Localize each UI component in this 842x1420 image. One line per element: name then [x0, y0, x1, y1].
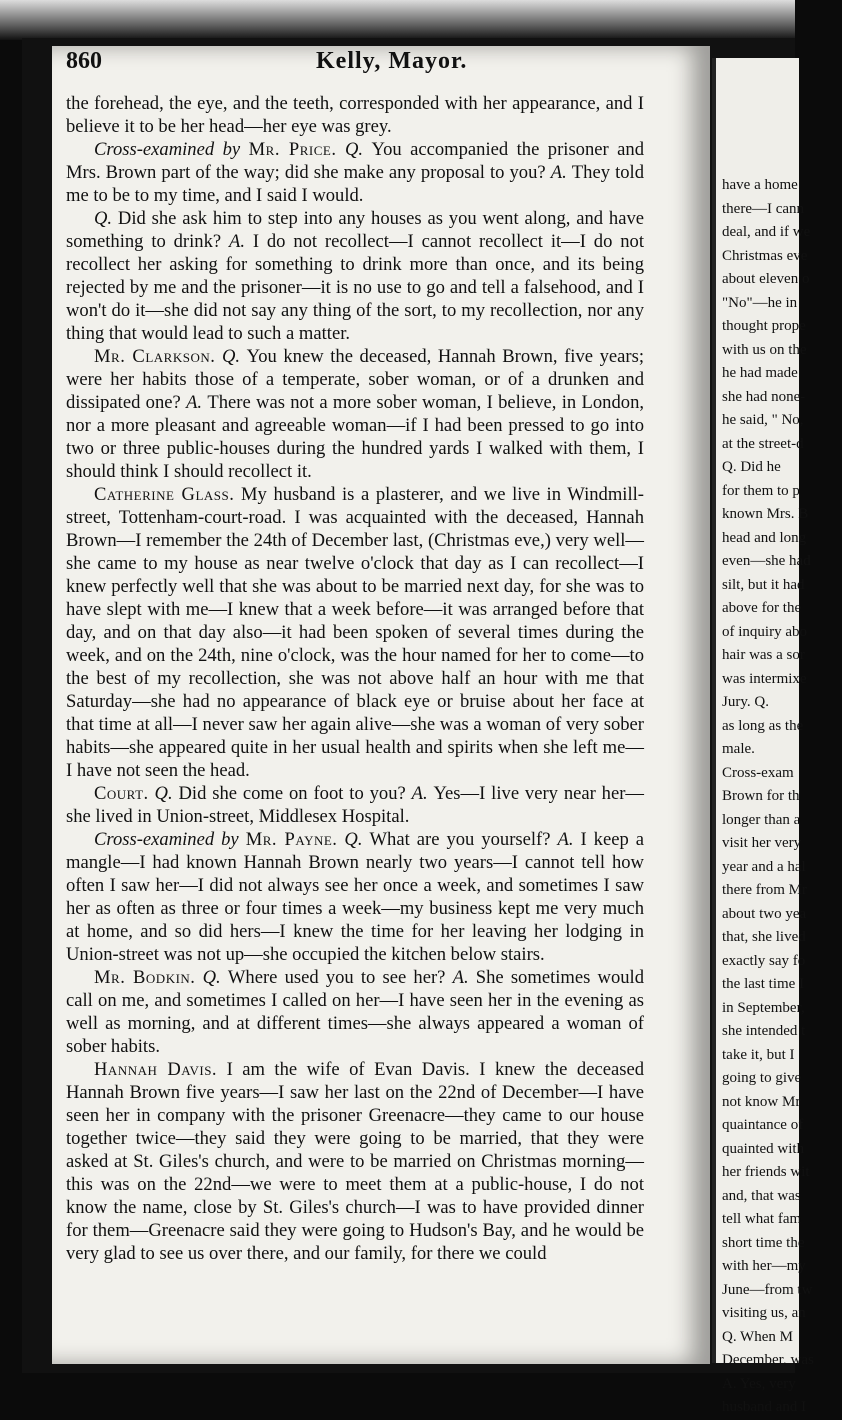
text-run: A.	[557, 829, 581, 850]
text-run: I am the wife of Evan Davis. I knew the deceased Hannah Brown five years—I saw her last on the 22nd of December—I have seen her in company with the prisoner Greenacre—they came to our house together twice—they said they were going to be married, that they were asked at St. Giles's church, and were to be married on Christmas morning—this was on the 22nd—we were to meet them at a public-house, I do not know the name, close by St. Giles's church—I was to have provided dinner for them—Greenacre said they were going to Hudson's Bay, and he would be very glad to see us over there, and our family, for there we could	[66, 1059, 644, 1264]
right-page-line: about two yea	[722, 905, 807, 922]
text-run: Q.	[94, 208, 118, 229]
right-page-line: there from Mr	[722, 882, 807, 898]
right-page-line: her friends wit	[722, 1164, 810, 1180]
text-run: Mr. Clarkson.	[94, 346, 216, 367]
right-page-line: silt, but it had	[722, 576, 805, 593]
right-page-line: Q. When M	[722, 1328, 793, 1345]
text-run: What are you yourself?	[369, 829, 558, 850]
paragraph	[66, 828, 644, 966]
right-page-line: exactly say fo	[722, 952, 806, 969]
text-run: My husband is a plasterer, and we live in Windmill-street, Tottenham-court-road. I was acquainted with the deceased, Hannah Brown—I remember the 24th of December last, (Christmas eve,) very well—she came to my house as near twelve o'clock that day as I can recollect—I knew perfectly well that she was about to be married next day, for she was to have slept with me—I knew that a week before—it was arranged before that day, and on that day also—it had been spoken of several times during the week, and on the 24th, nine o'clock, was the hour named for her to come—to the best of my recollection, she was not above half an hour with me that Saturday—she had no appearance of black eye or bruise about her face at that time at all—I never saw her again alive—she was a woman of very sober habits—she appeared quite in her usual health and spirits when she left me—I have not seen the head.	[66, 484, 645, 781]
right-page-line: and, that was	[722, 1187, 801, 1204]
text-run: I do not recollect—I cannot recollect it—I do not recollect her asking for something to drink more than once, and its being rejected by me and the prisoner—it is no use to go and tell a falsehood, and I won't do it—she did not say any thing of the sort, to my recollection, nor any thing that would lead to such a matter.	[66, 231, 644, 344]
right-page-line: above for the	[722, 600, 802, 616]
right-page-line: in September,	[722, 999, 805, 1016]
text-run: You knew the deceased, Hannah Brown, five years; were her habits those of a temperate, sober woman, or of a drunken and dissipated one?	[66, 346, 645, 413]
text-run: Did she ask him to step into any houses as you went along, and have something to drink?	[66, 208, 644, 252]
text-run: Q.	[336, 139, 372, 160]
text-run: A.	[452, 967, 476, 988]
right-page-line: as long as the	[722, 717, 804, 734]
right-page-line: at the street-d	[722, 435, 804, 452]
page-number: 860	[66, 48, 102, 74]
text-run: Q.	[215, 346, 247, 367]
paragraph	[66, 138, 644, 207]
right-page-line: was intermixe	[722, 670, 807, 687]
text-run: A.	[186, 392, 208, 413]
paragraph	[66, 92, 644, 138]
right-page-line: husband and I	[722, 1399, 807, 1415]
text-run: Q.	[148, 783, 179, 804]
right-page-line: "No"—he in	[722, 294, 798, 311]
right-page-line: there—I cann	[722, 200, 805, 217]
text-run: She sometimes would call on me, and sometimes I called on her—I have seen her in the evening as well as morning, and at different times—she always appeared a woman of sober habits.	[66, 967, 645, 1057]
right-page-line: Jury. Q.	[722, 694, 769, 710]
right-page-line: short time the	[722, 1234, 805, 1251]
text-run: Mr. Payne.	[245, 829, 338, 850]
text-run: Yes—I live very near her—she lived in Union-street, Middlesex Hospital.	[66, 783, 645, 827]
right-page-line: have a home	[722, 177, 798, 193]
text-run: Q.	[337, 829, 370, 850]
right-page-line: the last time I	[722, 976, 805, 992]
page-header	[66, 48, 626, 88]
text-run: There was not a more sober woman, I believe, in London, nor a more pleasant and agreeable woman—if I had been pressed to go into two or three public-houses during the hundred yards I walked with them, I should think I should recollect it.	[66, 392, 645, 482]
right-page-line: December, was	[722, 1352, 814, 1368]
text-run: Court.	[94, 783, 149, 804]
paragraph	[66, 782, 644, 828]
right-page-line: for them to p	[722, 482, 800, 499]
text-run: Did she come on foot to you?	[178, 783, 412, 804]
right-page-line: about eleven o	[722, 271, 810, 287]
paragraph	[66, 966, 644, 1058]
right-page-text	[722, 174, 842, 1420]
paragraph	[66, 1058, 644, 1265]
right-page-line: quaintance of	[722, 1117, 804, 1133]
running-title: Kelly, Mayor.	[316, 48, 468, 74]
right-page-line: deal, and if we	[722, 224, 811, 240]
right-page-line: Brown for th	[722, 788, 800, 804]
right-page-line: of inquiry abo	[722, 623, 807, 640]
right-page-line: Christmas eve	[722, 247, 808, 264]
text-run: Q.	[195, 967, 228, 988]
right-page-line: Cross-exam	[722, 764, 794, 781]
right-page-line: he said, " No,	[722, 412, 804, 428]
right-page-line: even—she had	[722, 553, 811, 569]
right-page-line: she intended t	[722, 1023, 806, 1039]
text-run: You accompanied the prisoner and Mrs. Brown part of the way; did she make any proposal to you?	[66, 139, 645, 183]
body-text	[66, 92, 644, 1265]
text-run: A.	[411, 783, 434, 804]
right-page-line: with us on the	[722, 341, 807, 358]
scan-top-edge	[0, 0, 795, 40]
paragraph	[66, 207, 644, 345]
text-run: They told me to be to my time, and I said I would.	[66, 162, 644, 206]
right-page-line: quainted with	[722, 1140, 805, 1157]
text-run: I keep a mangle—I had known Hannah Brown nearly two years—I cannot tell how often I saw her—I did not always see her once a week, and sometimes I saw her as often as three or four times a week—my business kept me very much at home, and so did hers—I knew the time for her leaving her lodging in Union-street was not up—she occupied the kitchen below stairs.	[66, 829, 645, 965]
right-page-line: he had made	[722, 365, 798, 381]
text-run: Hannah Davis.	[94, 1059, 218, 1080]
text-run: Cross-examined by	[94, 829, 246, 850]
right-page-line: take it, but I	[722, 1046, 795, 1063]
right-page-line: that, she lived	[722, 929, 806, 945]
right-page-line: visit her very	[722, 835, 802, 851]
text-run: Catherine Glass.	[94, 484, 235, 505]
right-page-line: visiting us, an	[722, 1305, 806, 1321]
right-page-line: head and long	[722, 529, 807, 546]
right-page-line: hair was a sor	[722, 647, 805, 663]
text-run: the forehead, the eye, and the teeth, corresponded with her appearance, and I believe it to be her head—her eye was grey.	[66, 93, 644, 137]
right-page-line: going to give	[722, 1070, 802, 1086]
text-run: Mr. Price.	[248, 139, 337, 160]
right-page-line: thought prope	[722, 318, 806, 334]
right-page	[712, 58, 814, 1415]
right-page-line: not know Mr	[722, 1093, 801, 1110]
paragraph	[66, 483, 644, 782]
right-page-line: known Mrs. B	[722, 506, 809, 522]
right-page-line: year and a hal	[722, 858, 806, 875]
right-page-line: longer than a	[722, 811, 801, 828]
text-run: Cross-examined by	[94, 139, 249, 160]
text-run: Where used you to see her?	[227, 967, 453, 988]
paragraph	[66, 345, 644, 483]
text-run: A.	[228, 231, 253, 252]
right-page-line: male.	[722, 741, 755, 757]
text-run: A.	[550, 162, 572, 183]
right-page-line: A. Yes, very	[722, 1375, 796, 1392]
right-page-line: she had none-	[722, 388, 806, 405]
right-page-line: June—from tw	[722, 1281, 813, 1298]
right-page-line: tell what fam	[722, 1211, 802, 1227]
text-run: Mr. Bodkin.	[94, 967, 196, 988]
right-page-line: with her—my	[722, 1258, 806, 1274]
right-page-line: Q. Did he	[722, 459, 781, 475]
